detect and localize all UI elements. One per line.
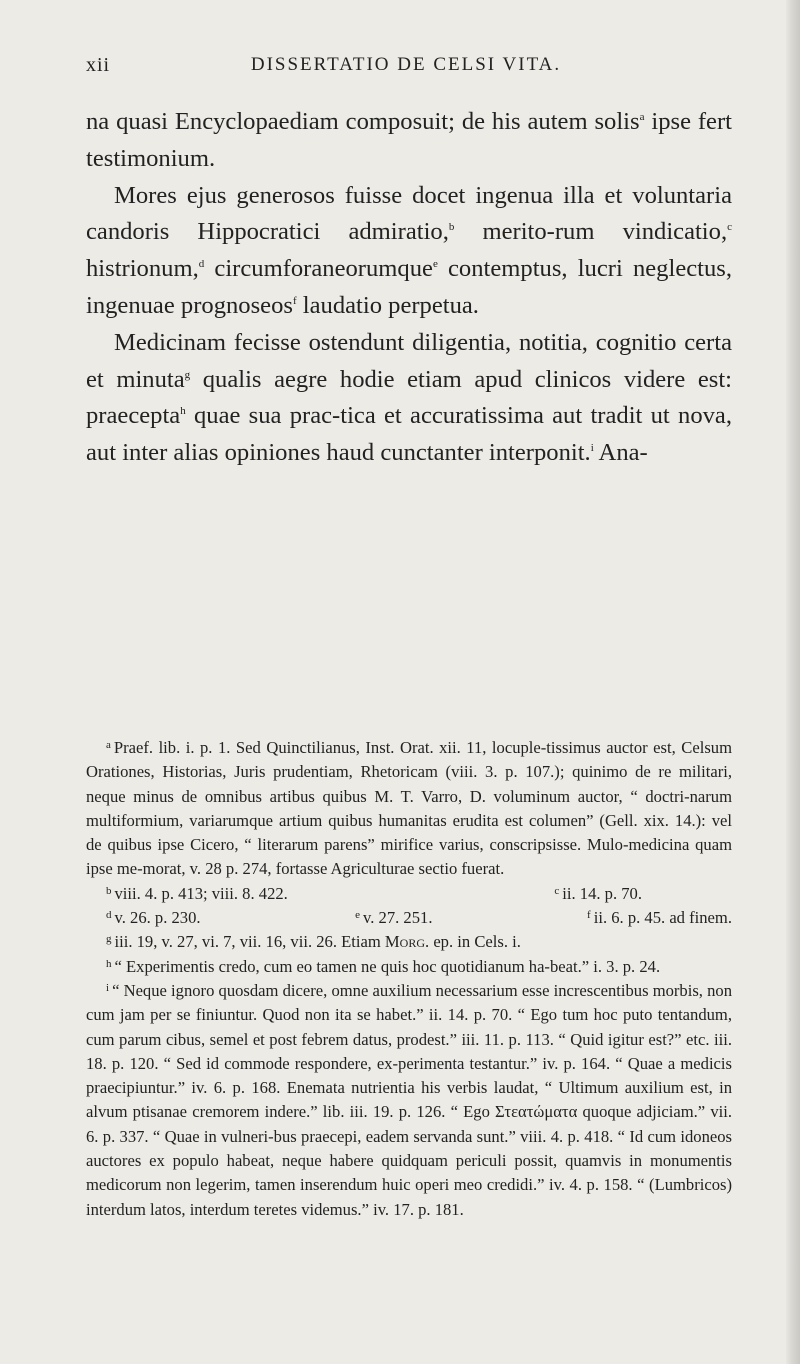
- text-run: na quasi Encyclopaediam composuit; de his autem solis: [86, 108, 640, 135]
- paragraph-3: [86, 325, 732, 472]
- footnote-mark: c: [554, 884, 560, 897]
- page-header: [86, 54, 726, 84]
- footnote-ref-d: d: [198, 258, 205, 271]
- footnote-text: “ Neque ignoro quosdam dicere, omne auxilium necessarium esse increscentibus morbis, non cum jam per se finiuntur. Quod non ita se habet.” ii. 14. p. 70. “ Ego tum hoc puto tentandum, cum parum cibus, semel et post febrem datus, prodest.” iii. 11. p. 113. “ Quid igitur est?” etc. iii. 18. p. 120. “ Sed id commode respondere, ex-perimenta testantur.” iv. p. 164. “ Quae a medicis praecipiuntur.” iv. 6. p. 168. Enemata nutrientia his verbis laudat, “ Ultimum auxilium est, in alvum ptisanae cremorem indere.” lib. iii. 19. p. 126. “ Ego Στεατώματα quoque adjiciam.” vii. 6. p. 337. “ Quae in vulneri-bus praecepi, eadem servanda sunt.” viii. 4. p. 418. “ Id cum idoneos auctores ex populo habeat, neque habere quidquam periculi possit, quamvis in monumentis medicorum non legerim, tamen inserendum huic operi meo credidi.” iv. 4. p. 158. “ (Lumbricos) interdum latos, interdum teretes videmus.” iv. 17. p. 181.: [86, 980, 732, 1219]
- footnote-mark: f: [587, 909, 591, 922]
- footnote-e: [355, 906, 432, 930]
- paragraph-2: [86, 178, 732, 325]
- text-run: contemptus, lucri neglectus, ingenuae prognoseos: [86, 255, 732, 319]
- footnote-b: [106, 882, 288, 906]
- footnote-d: [106, 906, 201, 930]
- footnote-a: [86, 736, 732, 882]
- footnote-ref-a: a: [639, 111, 645, 123]
- text-run: merito-rum vindicatio,: [454, 218, 728, 246]
- footnote-row: [86, 906, 732, 930]
- footnote-ref-h: h: [180, 405, 186, 418]
- footnote-text: viii. 4. p. 413; viii. 8. 422.: [114, 883, 288, 903]
- paragraph-1: [86, 104, 732, 178]
- footnote-ref-e: e: [432, 258, 438, 271]
- footnote-row: [86, 882, 732, 906]
- text-run: circumforaneorumque: [204, 255, 433, 283]
- text-run: qualis aegre hodie etiam apud clinicos videre est: praecepta: [86, 365, 733, 430]
- footnote-g: [86, 930, 732, 954]
- footnote-mark: i: [106, 981, 110, 994]
- footnote-mark: g: [106, 933, 112, 946]
- footnote-text: Praef. lib. i. p. 1. Sed Quinctilianus, Inst. Orat. xii. 11, locuple-tissimus auctor est, Celsum Orationes, Historias, Juris prudentiam, Rhetoricam (viii. 3. p. 107.); quinimo de re militari, neque minus de omnibus artibus quibus M. T. Varro, D. voluminum auctor, “ doctri-narum multiformium, variarumque artium quibus humanitas erudita est columen” (Gell. xix. 14.): vel de quibus ipse Cicero, “ literarum parens” mirifice varius, conscripsisse. Mulo-medicina quam ipse me-morat, v. 28 p. 274, fortasse Agriculturae sectio fuerat.: [86, 738, 732, 879]
- footnote-i: [86, 979, 732, 1222]
- footnote-mark: d: [106, 909, 112, 922]
- author-abbrev: Morg.: [384, 932, 430, 952]
- running-title: DISSERTATIO DE CELSI VITA.: [250, 54, 562, 75]
- footnote-f: [587, 906, 732, 930]
- footnote-mark: e: [355, 909, 361, 922]
- footnotes: [86, 736, 732, 1222]
- footnote-c: [554, 882, 642, 906]
- page-edge-shadow: [786, 0, 800, 1364]
- footnote-h: [86, 955, 732, 979]
- text-run: Mores ejus generosos fuisse docet ingenua illa et voluntaria candoris Hippocratici admiratio,: [86, 181, 732, 246]
- footnote-ref-i: i: [590, 442, 594, 455]
- footnote-text: v. 27. 251.: [363, 908, 433, 928]
- footnote-text: ep. in Cels. i.: [429, 932, 521, 952]
- footnote-text: ii. 14. p. 70.: [562, 883, 642, 903]
- footnote-text: ii. 6. p. 45. ad finem.: [593, 908, 732, 928]
- footnote-text: “ Experimentis credo, cum eo tamen ne quis hoc quotidianum ha-beat.” i. 3. p. 24.: [114, 956, 661, 976]
- footnote-ref-c: c: [727, 221, 732, 234]
- footnote-mark: b: [106, 884, 112, 897]
- footnote-ref-f: f: [292, 294, 297, 307]
- text-run: laudatio perpetua.: [296, 291, 479, 319]
- footnote-text: iii. 19, v. 27, vi. 7, vii. 16, vii. 26. Etiam: [114, 932, 385, 952]
- footnote-ref-b: b: [448, 221, 455, 234]
- text-run: quae sua prac-tica et accuratissima aut tradit ut nova, aut inter alias opiniones haud cunctanter interponit.: [86, 402, 732, 467]
- footnote-ref-g: g: [184, 368, 191, 381]
- text-run: Medicinam fecisse ostendunt diligentia, notitia, cognitio certa et minuta: [86, 328, 732, 393]
- footnote-mark: a: [106, 739, 111, 751]
- text-run: histrionum,: [86, 255, 199, 283]
- footnote-mark: h: [106, 957, 112, 970]
- page-number: xii: [86, 54, 111, 76]
- text-run: ipse fert testimonium.: [86, 108, 732, 172]
- footnote-text: v. 26. p. 230.: [114, 908, 201, 928]
- main-text: [86, 104, 732, 472]
- text-run: Ana-: [593, 439, 648, 467]
